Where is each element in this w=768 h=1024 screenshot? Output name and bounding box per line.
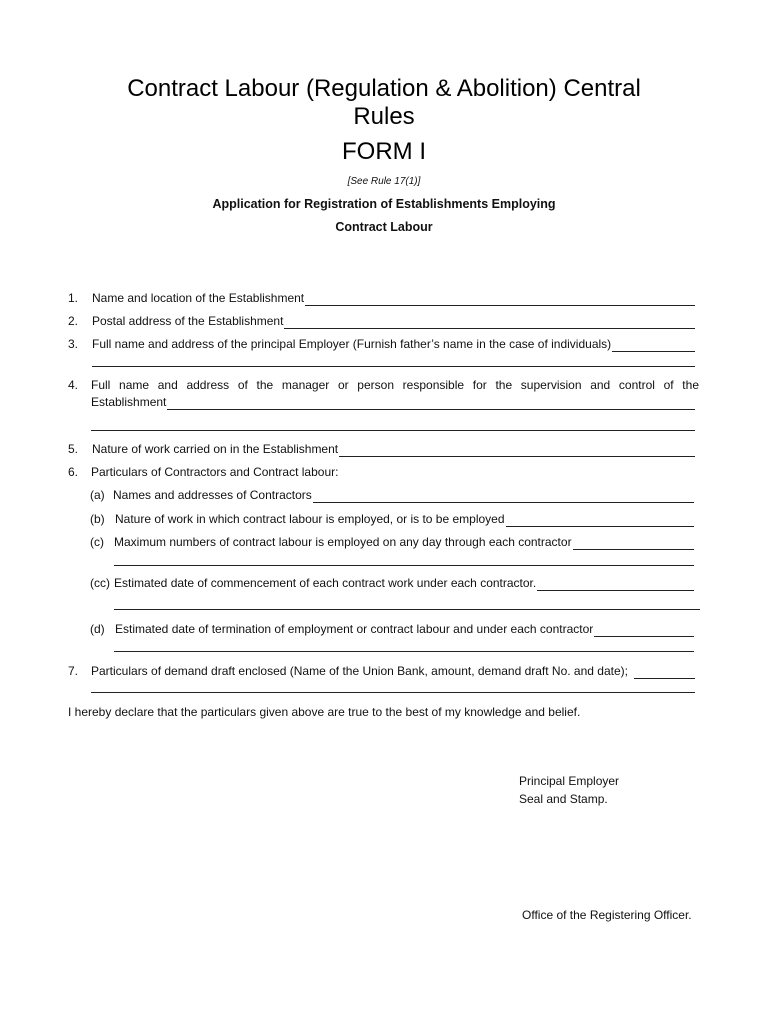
- item-6cc-row: [90, 575, 694, 591]
- item-2-row: [92, 313, 695, 329]
- item-6b-marker: (b): [90, 512, 105, 526]
- item-4-answer-line[interactable]: [167, 397, 695, 410]
- item-6d-answer-line[interactable]: [594, 624, 694, 637]
- item-number: 7.: [68, 664, 79, 678]
- document-title-line2: Rules: [353, 103, 415, 130]
- subtitle-line2: Contract Labour: [335, 220, 433, 234]
- item-7-label: Particulars of demand draft enclosed (Name of the Union Bank, amount, demand draft No. and date);: [91, 664, 628, 678]
- item-5-label: Nature of work carried on in the Establishment: [92, 442, 339, 456]
- item-6d-row: [115, 621, 694, 637]
- item-1-row: [92, 290, 695, 306]
- item-number: 1.: [68, 291, 79, 305]
- item-5-row: [92, 441, 695, 457]
- item-number: 5.: [68, 442, 79, 456]
- item-4-label-line2: Establishment: [91, 395, 167, 409]
- item-4-continuation-line[interactable]: [91, 430, 695, 431]
- signature-seal-stamp: Seal and Stamp.: [519, 792, 608, 806]
- item-6a-row: [113, 487, 694, 503]
- item-6a-answer-line[interactable]: [313, 490, 694, 503]
- item-6d-continuation-line[interactable]: [114, 651, 694, 652]
- item-6cc-answer-line[interactable]: [537, 578, 694, 591]
- subtitle-line1: Application for Registration of Establishments Employing: [212, 197, 556, 211]
- item-7-answer-line[interactable]: [634, 666, 695, 679]
- item-6cc-continuation-line[interactable]: [114, 609, 700, 610]
- item-6d-label: Estimated date of termination of employment or contract labour and under each contractor: [115, 622, 594, 636]
- item-7-row: [91, 663, 695, 679]
- item-6d-marker: (d): [90, 622, 105, 636]
- item-number: 4.: [68, 378, 79, 392]
- item-6b-row: [115, 511, 694, 527]
- item-6cc-marker: (cc): [90, 576, 110, 590]
- item-1-answer-line[interactable]: [305, 293, 695, 306]
- item-6b-label: Nature of work in which contract labour is employed, or is to be employed: [115, 512, 505, 526]
- item-4-label-line1: Full name and address of the manager or person responsible for the supervision and control of the: [91, 378, 699, 392]
- item-1-label: Name and location of the Establishment: [92, 291, 305, 305]
- item-5-answer-line[interactable]: [339, 444, 695, 457]
- item-6a-marker: (a): [90, 488, 105, 502]
- rule-reference: [See Rule 17(1)]: [347, 176, 421, 187]
- item-6-label: Particulars of Contractors and Contract labour:: [91, 465, 339, 479]
- item-6b-answer-line[interactable]: [506, 514, 694, 527]
- item-6c-label: Maximum numbers of contract labour is employed on any day through each contractor: [114, 535, 572, 549]
- item-2-label: Postal address of the Establishment: [92, 314, 284, 328]
- item-number: 3.: [68, 337, 79, 351]
- item-3-answer-line[interactable]: [612, 339, 695, 352]
- office-registering-officer: Office of the Registering Officer.: [522, 908, 692, 922]
- item-2-answer-line[interactable]: [284, 316, 695, 329]
- signature-principal-employer: Principal Employer: [519, 774, 620, 788]
- item-3-continuation-line[interactable]: [92, 366, 695, 367]
- item-7-continuation-line[interactable]: [91, 692, 695, 693]
- item-6c-marker: (c): [90, 535, 104, 549]
- declaration-text: I hereby declare that the particulars given above are true to the best of my knowledge and belief.: [68, 705, 581, 719]
- form-number: FORM I: [342, 138, 426, 165]
- item-number: 6.: [68, 465, 79, 479]
- item-4-row: [91, 394, 695, 410]
- item-6c-answer-line[interactable]: [573, 537, 694, 550]
- item-6c-continuation-line[interactable]: [114, 565, 694, 566]
- item-3-row: [92, 336, 695, 352]
- item-6a-label: Names and addresses of Contractors: [113, 488, 312, 502]
- item-6c-row: [114, 534, 694, 550]
- item-number: 2.: [68, 314, 79, 328]
- document-title-line1: Contract Labour (Regulation & Abolition) Central: [127, 75, 641, 102]
- item-6cc-label: Estimated date of commencement of each contract work under each contractor.: [114, 576, 537, 590]
- item-3-label: Full name and address of the principal Employer (Furnish father’s name in the case of individuals): [92, 337, 612, 351]
